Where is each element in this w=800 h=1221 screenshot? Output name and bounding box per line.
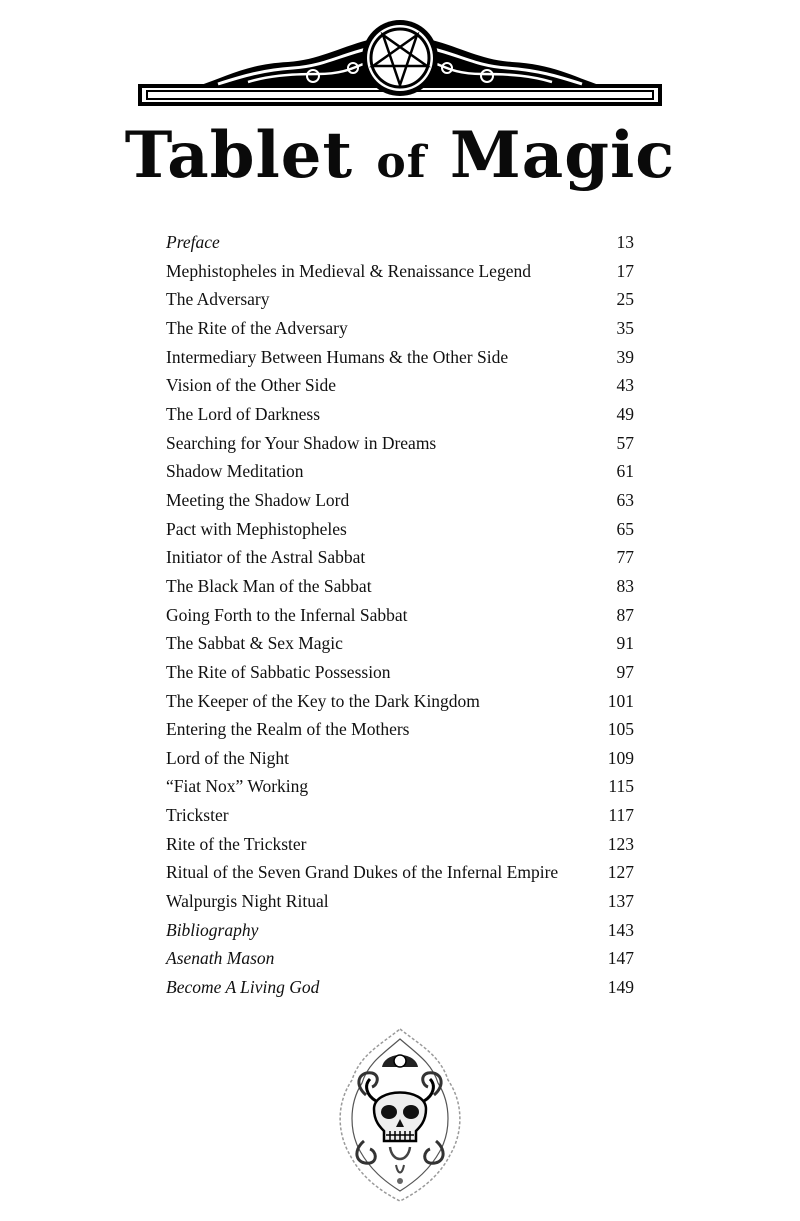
toc-entry-page: 39 (616, 346, 634, 367)
toc-entry-title: Bibliography (166, 919, 259, 940)
toc-entry (166, 429, 634, 458)
toc-entry-page: 97 (616, 661, 634, 682)
toc-entry-title: Become A Living God (166, 977, 320, 998)
toc-entry (166, 457, 634, 486)
toc-entry-title: Mephistopheles in Medieval & Renaissance Legend (166, 260, 531, 281)
toc-entry-title: Shadow Meditation (166, 461, 304, 482)
toc-entry-title: Lord of the Night (166, 747, 289, 768)
toc-entry-title: The Keeper of the Key to the Dark Kingdom (166, 690, 480, 711)
toc-entry (166, 801, 634, 830)
toc-entry-page: 57 (616, 432, 634, 453)
toc-entry-title: Meeting the Shadow Lord (166, 489, 350, 510)
toc-entry-title: Vision of the Other Side (166, 375, 337, 396)
toc-entry (166, 887, 634, 916)
toc-entry-page: 77 (616, 547, 634, 568)
toc-entry-title: Rite of the Trickster (166, 833, 307, 854)
toc-entry (166, 944, 634, 973)
toc-entry-page: 35 (616, 317, 634, 338)
title-word-tablet: Tablet (124, 118, 354, 193)
toc-entry (166, 228, 634, 257)
toc-entry-title: “Fiat Nox” Working (166, 776, 309, 797)
toc-entry-page: 13 (616, 232, 634, 252)
toc-entry-title: The Lord of Darkness (166, 403, 321, 424)
toc-entry-page: 83 (616, 575, 634, 596)
toc-entry (166, 371, 634, 400)
toc-entry (166, 572, 634, 601)
toc-entry (166, 314, 634, 343)
toc-entry (166, 658, 634, 687)
toc-entry-page: 25 (616, 289, 634, 310)
toc-entry (166, 543, 634, 572)
toc-entry-title: The Rite of Sabbatic Possession (166, 661, 391, 682)
toc-entry (166, 744, 634, 773)
toc-entry (166, 916, 634, 945)
toc-entry-title: Pact with Mephistopheles (166, 518, 347, 539)
toc-entry (166, 830, 634, 859)
toc-entry-page: 123 (607, 833, 634, 854)
toc-entry-title: The Rite of the Adversary (166, 317, 348, 338)
toc-entry-page: 49 (616, 403, 634, 424)
toc-entry (166, 715, 634, 744)
toc-entry-page: 127 (607, 862, 634, 883)
toc-entry (166, 601, 634, 630)
toc-entry-title: The Sabbat & Sex Magic (166, 633, 343, 654)
toc-entry-title: Trickster (166, 805, 229, 826)
toc-entry-title: Preface (166, 232, 220, 252)
toc-entry (166, 257, 634, 286)
toc-entry-title: Walpurgis Night Ritual (166, 891, 329, 912)
title-word-of: of (376, 137, 427, 188)
toc-entry (166, 973, 634, 1002)
toc-entry-title: The Black Man of the Sabbat (166, 575, 372, 596)
toc-entry-page: 91 (616, 633, 634, 654)
toc-entry-page: 17 (616, 260, 634, 281)
toc-entry (166, 515, 634, 544)
table-of-contents (166, 228, 634, 1002)
toc-entry-page: 101 (607, 690, 634, 711)
toc-entry-title: Asenath Mason (166, 948, 275, 969)
toc-entry (166, 772, 634, 801)
toc-entry-page: 147 (607, 948, 634, 969)
toc-entry-page: 63 (616, 489, 634, 510)
toc-entry (166, 343, 634, 372)
toc-entry-page: 115 (608, 776, 634, 797)
toc-entry-title: Ritual of the Seven Grand Dukes of the Infernal Empire (166, 862, 559, 883)
toc-entry-title: Searching for Your Shadow in Dreams (166, 432, 437, 453)
toc-entry-page: 65 (616, 518, 634, 539)
page-title (0, 118, 800, 193)
toc-entry (166, 285, 634, 314)
toc-entry-page: 43 (616, 375, 634, 396)
toc-entry-page: 149 (607, 977, 634, 998)
toc-entry (166, 629, 634, 658)
toc-entry-page: 61 (616, 461, 634, 482)
title-word-magic: Magic (449, 118, 676, 193)
toc-entry-page: 143 (607, 919, 634, 940)
toc-entry-page: 137 (607, 891, 634, 912)
toc-entry-page: 109 (607, 747, 634, 768)
toc-entry (166, 400, 634, 429)
toc-entry (166, 486, 634, 515)
skull-ornament-icon (330, 1025, 470, 1205)
toc-entry-title: Intermediary Between Humans & the Other Side (166, 346, 509, 367)
toc-entry-title: Initiator of the Astral Sabbat (166, 547, 366, 568)
toc-entry-title: Entering the Realm of the Mothers (166, 719, 410, 740)
toc-entry (166, 858, 634, 887)
toc-entry-title: Going Forth to the Infernal Sabbat (166, 604, 408, 625)
toc-entry (166, 687, 634, 716)
toc-entry-page: 87 (616, 604, 634, 625)
toc-entry-page: 117 (608, 805, 634, 826)
toc-entry-page: 105 (607, 719, 634, 740)
pentagram-ornament-icon (138, 18, 662, 108)
toc-entry-title: The Adversary (166, 289, 270, 310)
